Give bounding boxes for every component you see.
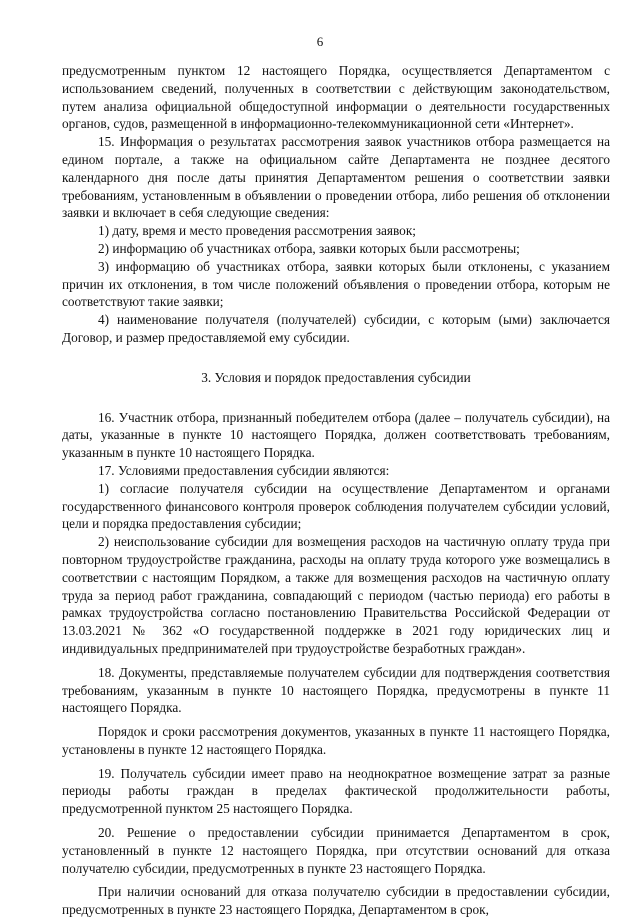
paragraph-15-item-3: 3) информацию об участниках отбора, заявки которых были отклонены, с указанием причин их отклонения, в том числе положений объявления о проведении отбора, которым не соответствуют такие заявки; — [62, 258, 610, 310]
paragraph-14-continuation: предусмотренным пунктом 12 настоящего Порядка, осуществляется Департаментом с использованием сведений, полученных в соответствии с действующим законодательством, путем анализа официальной общедоступной информации о деятельности государственных органов, судов, размещенной в информационно-телекоммуникационной сети «Интернет». — [62, 63, 610, 132]
document-body — [62, 62, 610, 919]
paragraph-15: 15. Информация о результатах рассмотрения заявок участников отбора размещается на едином портале, а также на официальном сайте Департамента не позднее десятого календарного дня после даты принятия Департаментом решения о соответствии заявки требованиям, установленным в объявлении о проведении отбора, либо решения об отклонении заявки и включает в себя следующие сведения: — [62, 134, 610, 221]
section-heading: 3. Условия и порядок предоставления субсидии — [201, 369, 471, 385]
paragraph-19: 19. Получатель субсидии имеет право на неоднократное возмещение затрат за разные периоды работы граждан в пределах фактической продолжительности работы, предусмотренной пунктом 25 настоящего Порядка. — [62, 765, 610, 817]
paragraph-17: 17. Условиями предоставления субсидии являются: — [98, 462, 390, 478]
paragraph-20-continuation: При наличии оснований для отказа получателю субсидии в предоставлении субсидии, предусмотренных в пункте 23 настоящего Порядка, Департаментом в срок, — [62, 884, 610, 918]
paragraph-15-item-2: 2) информацию об участниках отбора, заявки которых были рассмотрены; — [98, 240, 520, 256]
page-number: 6 — [316, 34, 324, 49]
paragraph-16: 16. Участник отбора, признанный победителем отбора (далее – получатель субсидии), на даты, указанные в пункте 10 настоящего Порядка, должен соответствовать требованиям, указанным в пункте 10 настоящего Порядка. — [62, 409, 610, 461]
paragraph-15-item-1: 1) дату, время и место проведения рассмотрения заявок; — [98, 223, 416, 239]
paragraph-18-continuation: Порядок и сроки рассмотрения документов, указанных в пункте 11 настоящего Порядка, установлены в пункте 12 настоящего Порядка. — [62, 724, 610, 757]
paragraph-15-item-4: 4) наименование получателя (получателей) субсидии, с которым (ыми) заключается Договор, и размер предоставляемой ему субсидии. — [62, 312, 610, 345]
paragraph-18: 18. Документы, представляемые получателем субсидии для подтверждения соответствия требованиям, указанным в пункте 10 настоящего Порядка, предусмотрены в пункте 11 настоящего Порядка. — [62, 664, 610, 716]
paragraph-17-item-1: 1) согласие получателя субсидии на осуществление Департаментом и органами государственного финансового контроля проверок соблюдения получателем субсидии условий, цели и порядка предоставления субсидии; — [62, 480, 610, 532]
paragraph-20: 20. Решение о предоставлении субсидии принимается Департаментом в срок, установленный в пункте 12 настоящего Порядка, при отсутствии оснований для отказа получателю субсидии, предусмотренных в пункте 23 настоящего Порядка. — [62, 825, 610, 876]
paragraph-17-item-2: 2) неиспользование субсидии для возмещения расходов на частичную оплату труда при повторном трудоустройстве гражданина, расходы на оплату труда которого уже возмещались в соответствии с настоящим Порядком, а также для возмещения расходов на частичную оплату труда за период работ гражданина, совпадающий с периодом (частью периода) его работы в рамках трудоустройства согласно постановлению Правительства Российской Федерации от 13.03.2021 № 362 «О государственной поддержке в 2021 году юридических лиц и индивидуальных предпринимателей при трудоустройстве безработных граждан». — [62, 534, 610, 656]
